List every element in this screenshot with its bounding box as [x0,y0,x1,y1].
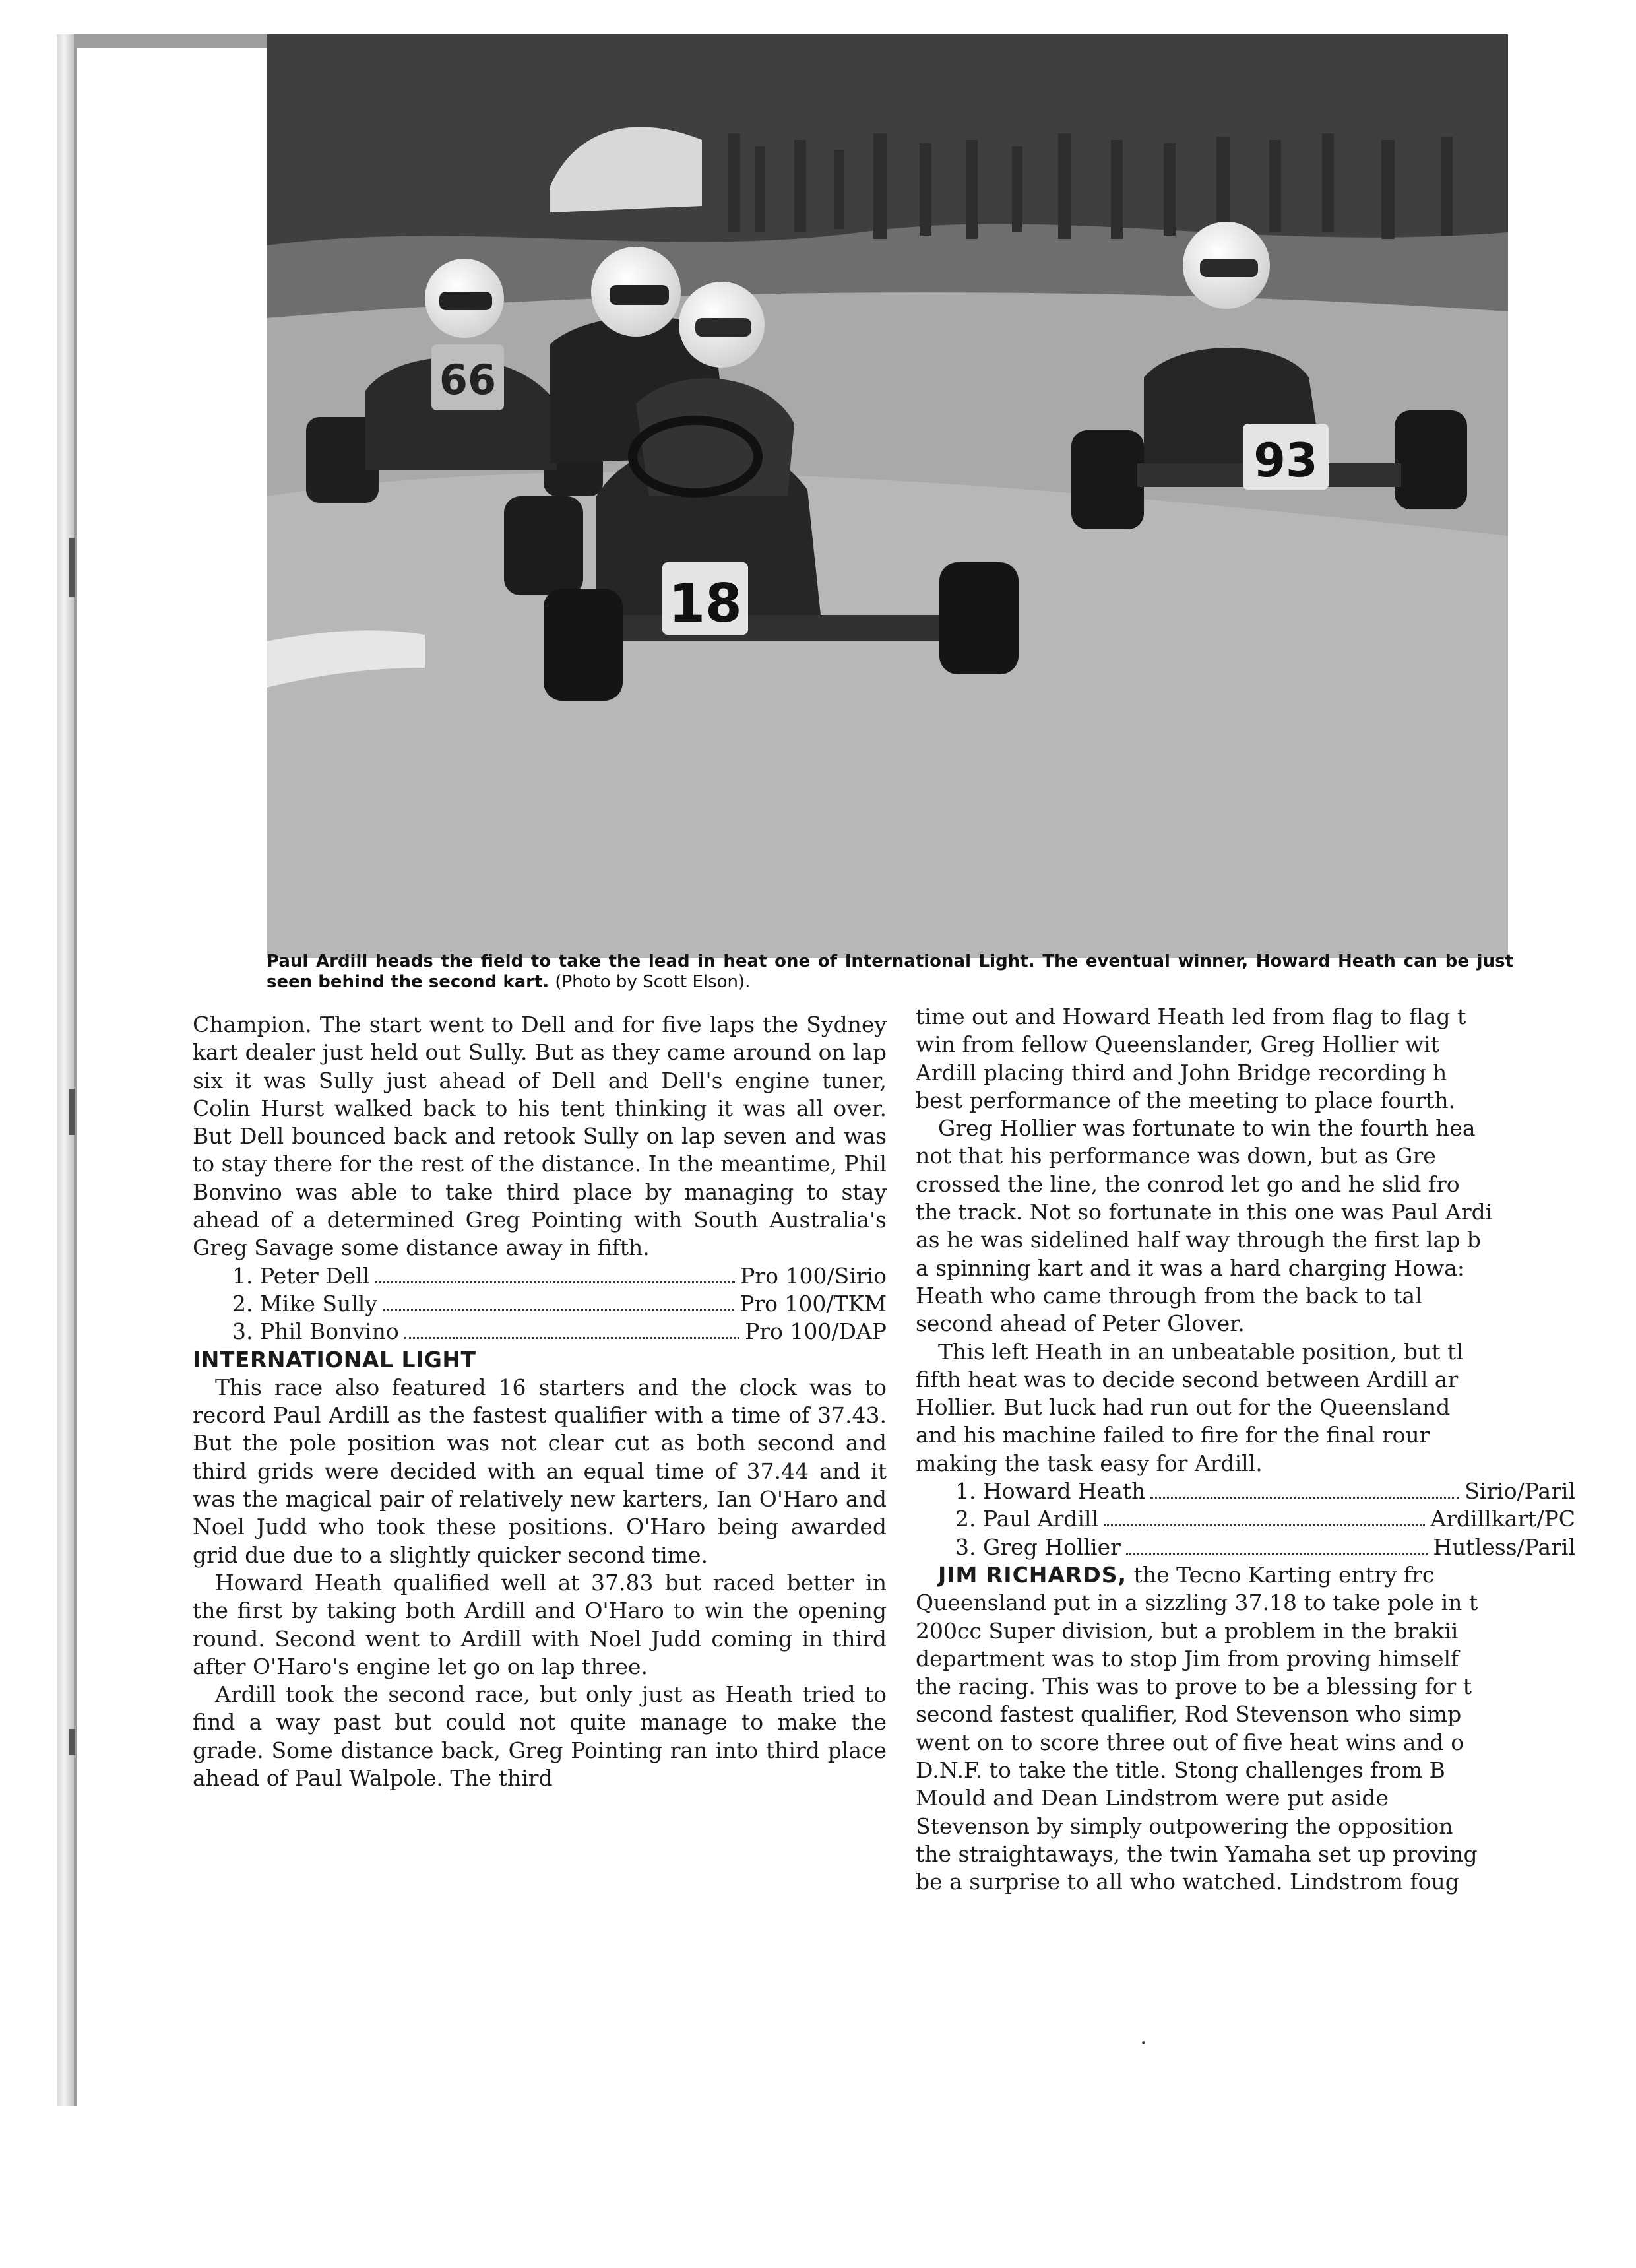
result-entry: Ardillkart/PC [1430,1506,1575,1532]
result-name: 2. Mike Sully [232,1290,377,1316]
text-line: a spinning kart and it was a hard charging Howa: [916,1254,1464,1281]
text-line: Hollier. But luck had run out for the Queensland [916,1394,1451,1421]
right-article-column [916,1003,1575,1896]
page-top-strip [74,34,267,48]
result-name: 3. Phil Bonvino [232,1318,399,1345]
text-line: fifth heat was to decide second between Ardill ar [916,1366,1459,1392]
text-line: crossed the line, the conrod let go and he slid fro [916,1171,1460,1197]
result-row [916,1477,1575,1505]
runin-text: the Tecno Karting entry frc [1127,1561,1435,1588]
text-line: 200cc Super division, but a problem in the brakii [916,1617,1459,1644]
photo-credit: (Photo by Scott Elson). [555,972,751,992]
text-line: the straightaways, the twin Yamaha set up proving [916,1840,1478,1867]
text-line: best performance of the meeting to place fourth. [916,1087,1456,1113]
text-line: making the task easy for Ardill. [916,1450,1263,1476]
result-entry: Sirio/Paril [1464,1478,1575,1505]
kart-number-66: 66 [439,356,497,404]
photo-caption [267,952,1513,992]
runin-name: JIM RICHARDS, [938,1561,1127,1588]
dot-leader [404,1337,739,1339]
text-line: Greg Hollier was fortunate to win the fourth hea [938,1115,1476,1142]
text-line: Stevenson by simply outpowering the opposition [916,1813,1453,1839]
text-line: be a surprise to all who watched. Lindstrom foug [916,1869,1459,1895]
results-list [193,1262,887,1346]
left-article-column [193,1011,887,1792]
dot-leader [375,1281,735,1283]
result-name: 3. Greg Hollier [955,1534,1121,1560]
result-name: 1. Peter Dell [232,1262,370,1289]
kart-number-18: 18 [668,573,742,634]
kart-racing-photo [267,34,1508,958]
result-name: 2. Paul Ardill [955,1506,1099,1532]
dot-leader [1150,1497,1459,1499]
text-line: second fastest qualifier, Rod Stevenson who simp [916,1701,1462,1728]
staple-mark [69,1089,75,1135]
scan-speck: · [1140,2030,1147,2056]
text-line: the track. Not so fortunate in this one was Paul Ardi [916,1199,1493,1225]
text-line: Ardill placing third and John Bridge recording h [916,1059,1447,1085]
page-binding-line [74,34,77,2106]
result-name: 1. Howard Heath [955,1478,1146,1505]
staple-mark [69,1729,75,1755]
result-row [193,1290,887,1318]
result-row [916,1505,1575,1533]
paragraph: Howard Heath qualified well at 37.83 but raced better in the first by taking both Ardill and O'Haro to win the opening round. Second went to Ardill with Noel Judd coming in third after O'Haro's engine let go on lap three. [193,1569,887,1679]
kart-number-93: 93 [1253,434,1318,488]
text-line: This left Heath in an unbeatable position, but tl [938,1338,1463,1365]
text-line: Heath who came through from the back to tal [916,1282,1422,1309]
text-line: Queensland put in a sizzling 37.18 to take pole in t [916,1590,1478,1616]
text-line: went on to score three out of five heat wins and o [916,1729,1464,1755]
text-line: second ahead of Peter Glover. [916,1311,1245,1337]
text-line: department was to stop Jim from proving himself [916,1645,1459,1671]
dot-leader [1126,1553,1428,1555]
caption-text: Paul Ardill heads the field to take the lead in heat one of International Light. The eventual winner, Howard Heath can be just seen behind the second kart. [267,952,1513,992]
paragraph: Champion. The start went to Dell and for five laps the Sydney kart dealer just held out Sully. But as they came around on lap six it was Sully just ahead of Dell and Dell's engine tuner, Colin Hurst walked back to his tent thinking it was all over. But Dell bounced back and retook Sully on lap seven and was to stay there for the rest of the distance. In the meantime, Phil Bonvino was able to take third place by managing to stay ahead of a determined Greg Pointing with South Australia's Greg Savage some distance away in fifth. [193,1012,887,1261]
paragraph: This race also featured 16 starters and the clock was to record Paul Ardill as the fastest qualifier with a time of 37.43. But the pole position was not clear cut as both second and third grids were decided with an equal time of 37.44 and it was the magical pair of relatively new karters, Ian O'Haro and Noel Judd who took these positions. O'Haro being awarded grid due due to a slightly quicker second time. [193,1374,887,1568]
text-line: the racing. This was to prove to be a blessing for t [916,1673,1472,1700]
staple-mark [69,538,75,597]
text-line: not that his performance was down, but as Gre [916,1143,1436,1169]
result-row [193,1318,887,1345]
page-binding-edge [57,34,75,2106]
results-list [916,1477,1575,1561]
result-row [193,1262,887,1290]
result-entry: Pro 100/TKM [739,1290,887,1316]
text-line: Mould and Dean Lindstrom were put aside [916,1785,1389,1811]
dot-leader [383,1309,734,1311]
result-entry: Hutless/Paril [1433,1534,1575,1560]
section-heading: INTERNATIONAL LIGHT [193,1346,476,1373]
text-line: and his machine failed to fire for the final rour [916,1422,1430,1448]
text-line: as he was sidelined half way through the first lap b [916,1227,1481,1253]
result-entry: Pro 100/Sirio [740,1262,887,1289]
result-row [916,1534,1575,1561]
text-line: time out and Howard Heath led from flag to flag t [916,1004,1466,1029]
result-entry: Pro 100/DAP [745,1318,887,1345]
text-line [916,1561,1575,1589]
paragraph: Ardill took the second race, but only just as Heath tried to find a way past but could not quite manage to make the grade. Some distance back, Greg Pointing ran into third place ahead of Paul Walpole. The third [193,1681,887,1792]
kart-racing-illustration [267,34,1508,958]
dot-leader [1104,1524,1425,1526]
text-line: D.N.F. to take the title. Stong challenges from B [916,1757,1445,1784]
text-line: win from fellow Queenslander, Greg Hollier wit [916,1031,1439,1058]
